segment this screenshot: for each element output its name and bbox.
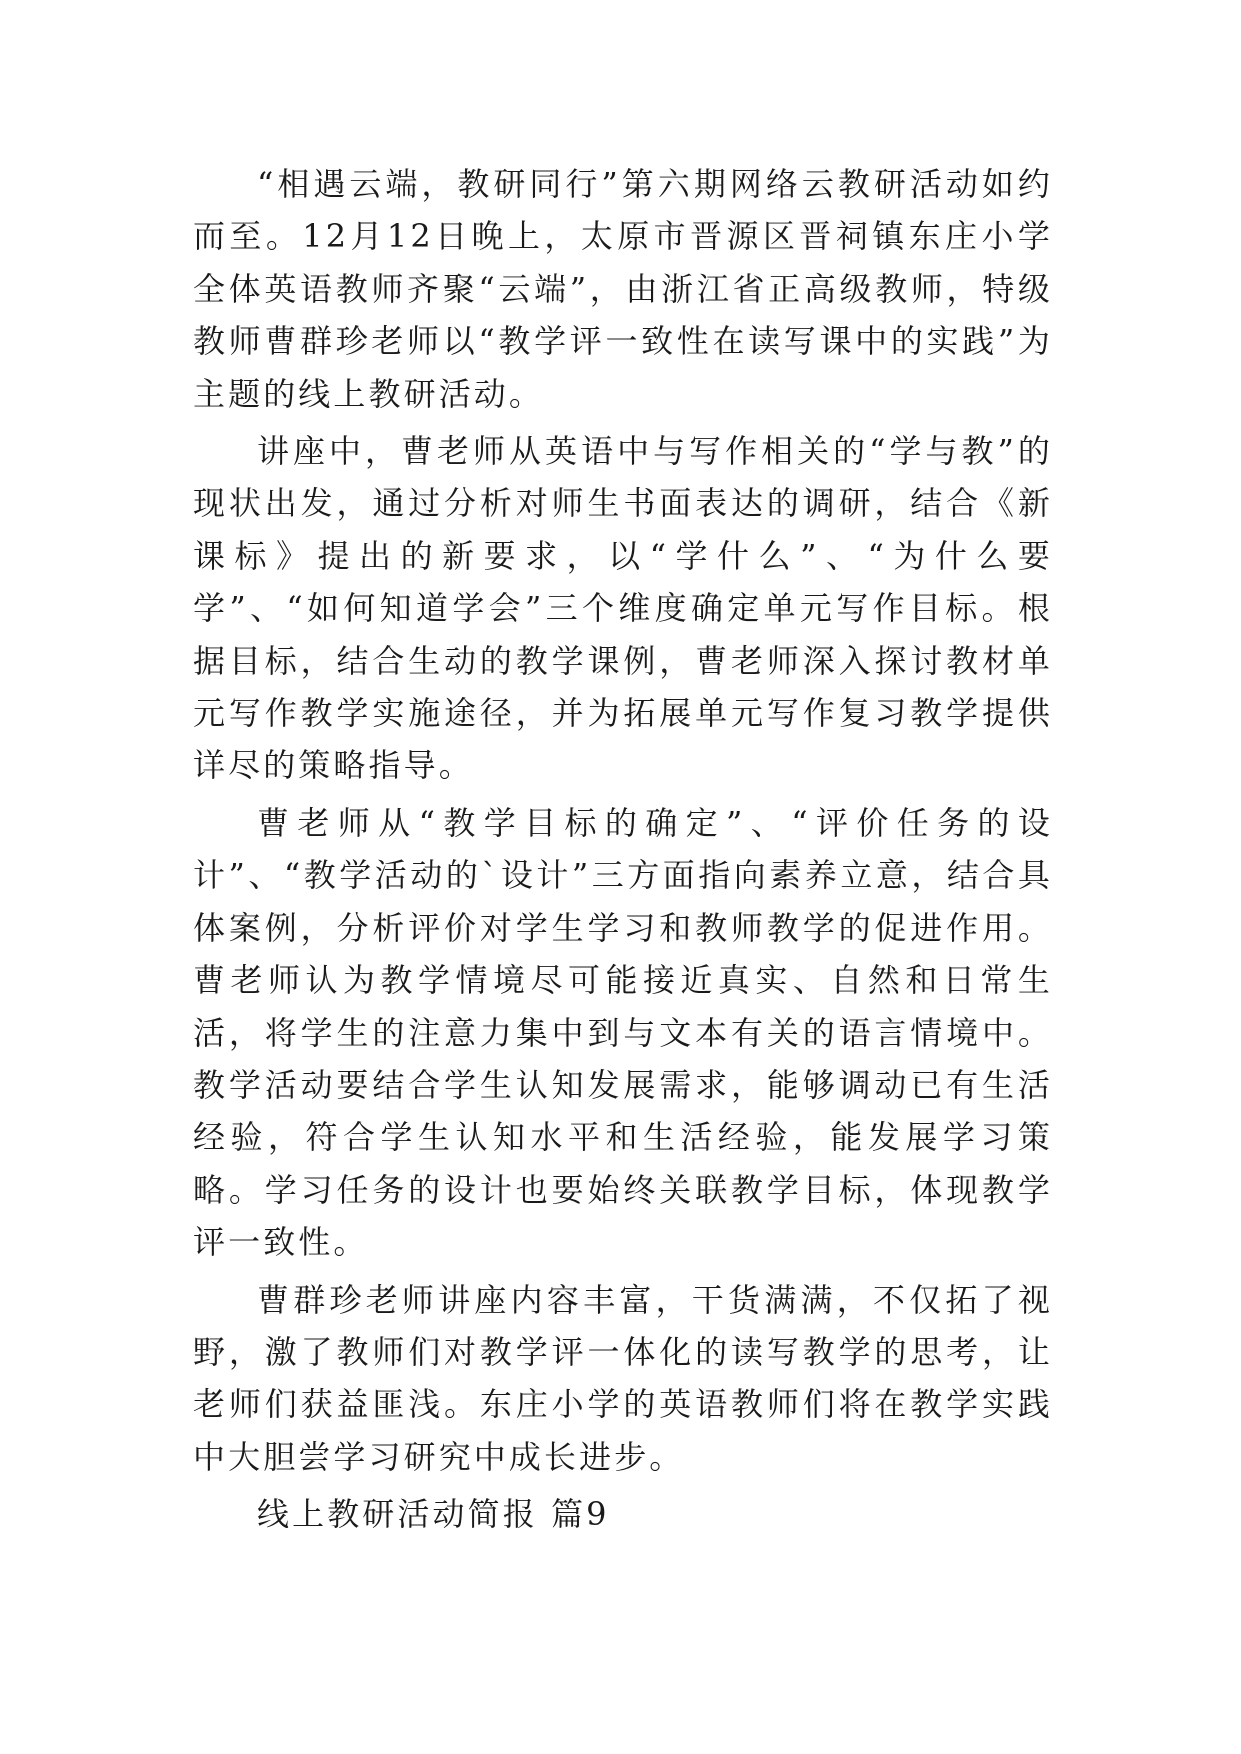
document-body	[193, 158, 1053, 1541]
paragraph-3: 曹老师从“教学目标的确定”、“评价任务的设计”、“教学活动的`设计”三方面指向素养立意，结合具体案例，分析评价对学生学习和教师教学的促进作用。曹老师认为教学情境尽可能接近真实、自然和日常生活，将学生的注意力集中到与文本有关的语言情境中。教学活动要结合学生认知发展需求，能够调动已有生活经验，符合学生认知水平和生活经验，能发展学习策略。学习任务的设计也要始终关联教学目标，体现教学评一致性。	[193, 803, 1053, 1262]
paragraph-1: “相遇云端，教研同行”第六期网络云教研活动如约而至。12月12日晚上，太原市晋源区晋祠镇东庄小学全体英语教师齐聚“云端”，由浙江省正高级教师，特级教师曹群珍老师以“教学评一致性在读写课中的实践”为主题的线上教研活动。	[193, 165, 1053, 413]
section-heading: 线上教研活动简报 篇9	[257, 1495, 610, 1534]
paragraph-2: 讲座中，曹老师从英语中与写作相关的“学与教”的现状出发，通过分析对师生书面表达的调研，结合《新课标》提出的新要求，以“学什么”、“为什么要学”、“如何知道学会”三个维度确定单元写作目标。根据目标，结合生动的教学课例，曹老师深入探讨教材单元写作教学实施途径，并为拓展单元写作复习教学提供详尽的策略指导。	[193, 432, 1053, 785]
paragraph-4: 曹群珍老师讲座内容丰富，干货满满，不仅拓了视野，激了教师们对教学评一体化的读写教学的思考，让老师们获益匪浅。东庄小学的英语教师们将在教学实践中大胆尝学习研究中成长进步。	[193, 1280, 1053, 1476]
